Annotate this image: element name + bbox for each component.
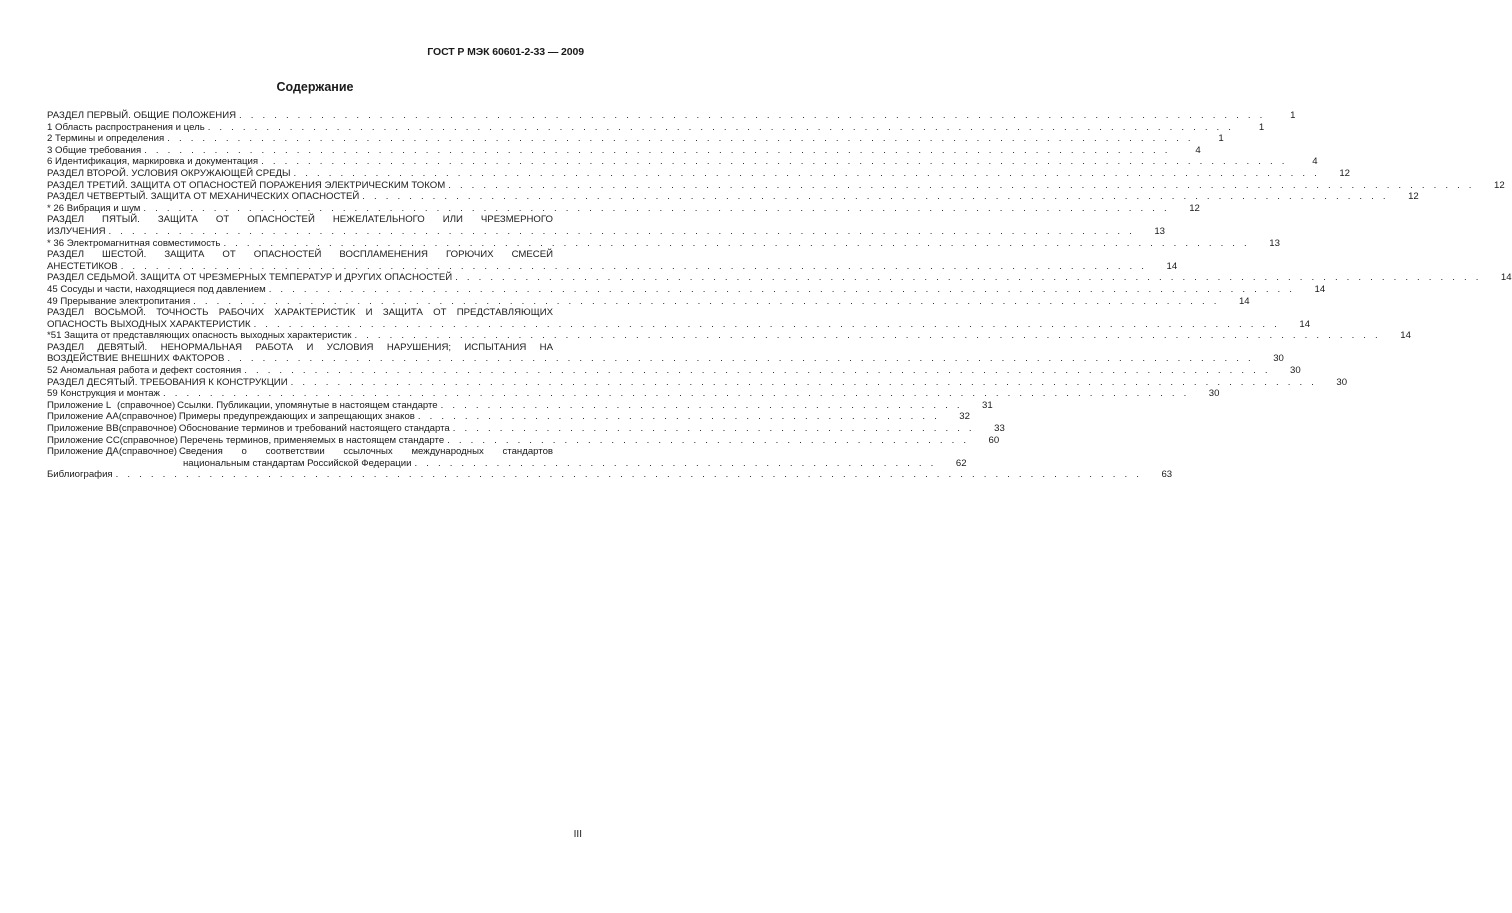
annex-label: Перечень терминов, применяемых в настоящем стандарте xyxy=(179,434,445,446)
toc-entry-label: *51 Защита от представляющих опасность выходных характеристик xyxy=(47,330,352,342)
toc-entry-page: 30 xyxy=(1208,388,1220,400)
annex-type: (справочное) xyxy=(118,446,177,458)
toc-entry[interactable] xyxy=(47,283,1326,296)
toc-entry[interactable] xyxy=(47,237,1280,250)
toc-leader-dots: . . . . . . . . . . . . . . . . . . . . . . . . . . . . . . . . . . . . . . . . . . . . . . . . . . . . . . . . . . . . . . . . . . . . . . . . . . . . . . . . . . . . . . . . xyxy=(362,191,1389,203)
toc-entry-page: 31 xyxy=(982,399,993,411)
toc-entry-label: 59 Конструкция и монтаж xyxy=(47,388,160,400)
toc-entry[interactable] xyxy=(47,295,1250,308)
toc-leader-dots: . . . . . . . . . . . . . . . . . . . . . . . . . . . . . . . . . . . . . . . . . . . . . . . . . . . . . . . . . . . . . . . . . . . . . . . . . . . . . . . . . . . . . . . . xyxy=(253,318,1281,330)
toc-entry[interactable] xyxy=(47,179,1505,192)
toc-entry-label: РАЗДЕЛ СЕДЬМОЙ. ЗАЩИТА ОТ ЧРЕЗМЕРНЫХ ТЕМПЕРАТУР И ДРУГИХ ОПАСНОСТЕЙ xyxy=(47,272,453,284)
annex-label: национальным стандартам Российской Федерации xyxy=(183,457,412,469)
toc-entry[interactable] xyxy=(47,307,1311,330)
toc-entry-label: 2 Термины и определения xyxy=(47,133,165,145)
toc-entry[interactable] xyxy=(47,133,1224,145)
toc-entry-page: 12 xyxy=(1408,191,1419,203)
toc-entry[interactable] xyxy=(47,249,1178,272)
toc-entry-page: 33 xyxy=(994,423,1005,435)
toc-leader-dots: . . . . . . . . . . . . . . . . . . . . . . . . . . . . . . . . . . . . . . . . . . . . . . . . . . . . . . . . . . . . . . . . . . . . . . . . . . . . . . . . . . . . . . . . xyxy=(207,121,1235,133)
annex-label: Обоснование терминов и требований настоящего стандарта xyxy=(178,423,450,435)
toc-entry-page: 12 xyxy=(1494,179,1505,191)
annex-type: (справочное) xyxy=(118,411,177,423)
toc-annex-entry[interactable] xyxy=(47,411,970,423)
annex-key: Приложение L xyxy=(47,399,112,411)
annex-key: Приложение AA xyxy=(47,411,119,423)
toc-entry[interactable] xyxy=(47,110,1296,122)
toc-entry[interactable] xyxy=(47,365,1301,377)
toc-entry-label: РАЗДЕЛ ПЕРВЫЙ. ОБЩИЕ ПОЛОЖЕНИЯ xyxy=(47,110,237,121)
toc-leader-dots: . . . . . . . . . . . . . . . . . . . . . . . . . . . . . . . . . . . . . . . . . . . . . . . . . . . . . . . . . . . . . . . . . . . . . . . . . . . . . . . . . . . . . . . . xyxy=(244,365,1271,377)
toc-entry-label: ИЗЛУЧЕНИЯ xyxy=(47,225,106,237)
toc-entry-label: ВОЗДЕЙСТВИЕ ВНЕШНИХ ФАКТОРОВ xyxy=(47,353,225,365)
toc-entry-label: 49 Прерывание электропитания xyxy=(47,295,191,307)
page-title: Содержание xyxy=(276,80,354,94)
toc-entry-label: Библиография xyxy=(47,469,113,481)
toc-entry-page: 14 xyxy=(1166,260,1178,272)
toc-entry-label: 1 Область распространения и цель xyxy=(47,121,205,133)
toc-entry-page: 30 xyxy=(1336,376,1348,388)
toc-entry-page: 1 xyxy=(1258,121,1265,133)
toc-leader-dots: . . . . . . . . . . . . . . . . . . . . . . . . . . . . . . . . . . . . . . . . . . . . . . . . . . . . . . . . . . . . . . . . . . . . . . . . . . . . . . . . . . . . . . . . xyxy=(227,353,1254,365)
toc-entry-label: АНЕСТЕТИКОВ xyxy=(47,260,118,272)
toc-entry-page: 14 xyxy=(1238,295,1250,307)
toc-annex-entry[interactable] xyxy=(47,399,993,412)
toc-entry-page: 63 xyxy=(1161,469,1173,481)
toc-leader-dots: . . . . . . . . . . . . . . . . . . . . . . . . . . . . . . . . . . . . . . . . . . . . . . . . . . . . . . . . . . . . . . . . . . . . . . . . . . . . . . . . . . . . . . . . xyxy=(167,133,1194,145)
toc-entry[interactable] xyxy=(47,144,1201,157)
toc-entry-page: 14 xyxy=(1314,283,1326,295)
toc-leader-dots: . . . . . . . . . . . . . . . . . . . . . . . . . . . . . . . . . . . . . . . . . . . . . . . . . . . . . . . . . . . . . . . . . . . . . . . . . . . . . . . . . . . . . . . . xyxy=(268,283,1296,295)
toc-entry-page: 1 xyxy=(1290,110,1296,121)
toc-leader-dots: . . . . . . . . . . . . . . . . . . . . . . . . . . . . . . . . . . . . . . . . . . . . . . . . . . . . . . . . . . . . . . . . . . . . . . . . . . . . . . . . . . . . . . . . xyxy=(455,272,1482,284)
toc-entry-label: ОПАСНОСТЬ ВЫХОДНЫХ ХАРАКТЕРИСТИК xyxy=(47,318,251,330)
toc-leader-dots: . . . . . . . . . . . . . . . . . . . . . . . . . . . . . . . . . . . . . . . . . . . . . xyxy=(447,434,970,446)
toc-entry-label: 6 Идентификация, маркировка и документация xyxy=(47,156,259,168)
toc-leader-dots: . . . . . . . . . . . . . . . . . . . . . . . . . . . . . . . . . . . . . . . . . . . . . . . . . . . . . . . . . . . . . . . . . . . . . . . . . . . . . . . . . . . . . . . . xyxy=(143,202,1170,214)
toc-entry-page: 1 xyxy=(1218,133,1224,145)
toc-entry[interactable] xyxy=(47,341,1284,365)
toc-entry-label: РАЗДЕЛ ДЕСЯТЫЙ. ТРЕБОВАНИЯ К КОНСТРУКЦИИ xyxy=(47,376,288,388)
toc-entry-label: РАЗДЕЛ ВТОРОЙ. УСЛОВИЯ ОКРУЖАЮЩЕЙ СРЕДЫ xyxy=(47,167,291,179)
annex-type: (справочное) xyxy=(119,434,178,446)
toc-entry-label: РАЗДЕЛ ТРЕТИЙ. ЗАЩИТА ОТ ОПАСНОСТЕЙ ПОРАЖЕНИЯ ЭЛЕКТРИЧЕСКИМ ТОКОМ xyxy=(47,179,446,191)
toc-leader-dots: . . . . . . . . . . . . . . . . . . . . . . . . . . . . . . . . . . . . . . . . . . . . . . . . . . . . . . . . . . . . . . . . . . . . . . . . . . . . . . . . . . . . . . . . xyxy=(239,110,1266,121)
toc-leader-dots: . . . . . . . . . . . . . . . . . . . . . . . . . . . . . . . . . . . . . . . . . . . . . xyxy=(414,457,937,469)
toc-entry-label: 45 Сосуды и части, находящиеся под давлением xyxy=(47,283,266,295)
toc-leader-dots: . . . . . . . . . . . . . . . . . . . . . . . . . . . . . . . . . . . . . . . . . . . . . . . . . . . . . . . . . . . . . . . . . . . . . . . . . . . . . . . . . . . . . . . . xyxy=(354,330,1381,342)
toc-entry[interactable] xyxy=(47,156,1318,168)
toc-entry-label: * 26 Вибрация и шум xyxy=(47,202,141,214)
toc-entry-label: 3 Общие требования xyxy=(47,144,142,156)
toc-entry[interactable] xyxy=(47,202,1200,215)
toc-entry-page: 13 xyxy=(1154,225,1165,237)
document-header: ГОСТ Р МЭК 60601-2-33 — 2009 xyxy=(427,46,584,58)
toc-entry[interactable] xyxy=(47,272,1512,284)
toc-entry-page: 14 xyxy=(1400,330,1411,342)
toc-leader-dots: . . . . . . . . . . . . . . . . . . . . . . . . . . . . . . . . . . . . . . . . . . . . . . . . . . . . . . . . . . . . . . . . . . . . . . . . . . . . . . . . . . . . . . . . xyxy=(223,237,1250,249)
toc-entry-page: 13 xyxy=(1269,237,1280,249)
toc-entry-page: 4 xyxy=(1195,144,1201,156)
toc-entry-page: 4 xyxy=(1312,156,1318,168)
toc-leader-dots: . . . . . . . . . . . . . . . . . . . . . . . . . . . . . . . . . . . . . . . . . . . . . . . . . . . . . . . . . . . . . . . . . . . . . . . . . . . . . . . . . . . . . . . . xyxy=(293,167,1320,179)
toc-entry[interactable] xyxy=(47,214,1165,237)
annex-type: (справочное) xyxy=(118,423,177,435)
annex-type: (справочное) xyxy=(117,399,176,411)
toc-entry-page: 30 xyxy=(1290,365,1301,377)
toc-leader-dots: . . . . . . . . . . . . . . . . . . . . . . . . . . . . . . . . . . . . . . . . . . . . . . . . . . . . . . . . . . . . . . . . . . . . . . . . . . . . . . . . . . . . . . . . xyxy=(290,376,1318,388)
toc-entry[interactable] xyxy=(47,388,1220,400)
toc-entry-label: 52 Аномальная работа и дефект состояния xyxy=(47,365,242,377)
toc-entry-label-line1: РАЗДЕЛ ДЕВЯТЫЙ. НЕНОРМАЛЬНАЯ РАБОТА И УСЛОВИЯ НАРУШЕНИЯ; ИСПЫТАНИЯ НА xyxy=(47,341,553,353)
toc-annex-entry[interactable] xyxy=(47,434,1000,447)
toc-leader-dots: . . . . . . . . . . . . . . . . . . . . . . . . . . . . . . . . . . . . . . . . . . . . . xyxy=(440,399,963,411)
toc-entry-page: 14 xyxy=(1500,272,1512,284)
toc-annex-entry[interactable] xyxy=(47,446,967,469)
annex-label: Ссылки. Публикации, упомянутые в настоящем стандарте xyxy=(177,399,438,411)
annex-key: Приложение BB xyxy=(47,423,119,435)
toc-entry-label: РАЗДЕЛ ЧЕТВЕРТЫЙ. ЗАЩИТА ОТ МЕХАНИЧЕСКИХ ОПАСНОСТЕЙ xyxy=(47,191,360,203)
toc-entry-label-line1: РАЗДЕЛ ВОСЬМОЙ. ТОЧНОСТЬ РАБОЧИХ ХАРАКТЕРИСТИК И ЗАЩИТА ОТ ПРЕДСТАВЛЯЮЩИХ xyxy=(47,307,553,319)
toc-leader-dots: . . . . . . . . . . . . . . . . . . . . . . . . . . . . . . . . . . . . . . . . . . . . . xyxy=(452,423,975,435)
toc-entry-bibliography[interactable] xyxy=(47,469,1173,481)
toc-leader-dots: . . . . . . . . . . . . . . . . . . . . . . . . . . . . . . . . . . . . . . . . . . . . . . . . . . . . . . . . . . . . . . . . . . . . . . . . . . . . . . . . . . . . . . . . xyxy=(115,469,1143,481)
annex-key: Приложение ДА xyxy=(47,446,119,458)
toc-leader-dots: . . . . . . . . . . . . . . . . . . . . . . . . . . . . . . . . . . . . . . . . . . . . . . . . . . . . . . . . . . . . . . . . . . . . . . . . . . . . . . . . . . . . . . . . xyxy=(144,144,1171,156)
toc-entry[interactable] xyxy=(47,191,1419,203)
toc-leader-dots: . . . . . . . . . . . . . . . . . . . . . . . . . . . . . . . . . . . . . . . . . . . . . xyxy=(417,411,940,423)
annex-label-line1: Сведения о соответствии ссылочных международных стандартов xyxy=(178,446,553,458)
page-number: III xyxy=(573,829,582,840)
toc-entry-page: 14 xyxy=(1299,318,1311,330)
toc-leader-dots: . . . . . . . . . . . . . . . . . . . . . . . . . . . . . . . . . . . . . . . . . . . . . . . . . . . . . . . . . . . . . . . . . . . . . . . . . . . . . . . . . . . . . . . . xyxy=(193,295,1220,307)
toc-entry-page: 12 xyxy=(1189,202,1200,214)
toc-entry-page: 60 xyxy=(988,434,1000,446)
toc-entry-label-line1: РАЗДЕЛ ШЕСТОЙ. ЗАЩИТА ОТ ОПАСНОСТЕЙ ВОСПЛАМЕНЕНИЯ ГОРЮЧИХ СМЕСЕЙ xyxy=(47,249,553,261)
annex-key: Приложение CC xyxy=(47,434,120,446)
toc-leader-dots: . . . . . . . . . . . . . . . . . . . . . . . . . . . . . . . . . . . . . . . . . . . . . . . . . . . . . . . . . . . . . . . . . . . . . . . . . . . . . . . . . . . . . . . . xyxy=(261,156,1288,168)
toc-entry[interactable] xyxy=(47,376,1348,389)
toc-leader-dots: . . . . . . . . . . . . . . . . . . . . . . . . . . . . . . . . . . . . . . . . . . . . . . . . . . . . . . . . . . . . . . . . . . . . . . . . . . . . . . . . . . . . . . . . xyxy=(120,260,1148,272)
toc-entry-label-line1: РАЗДЕЛ ПЯТЫЙ. ЗАЩИТА ОТ ОПАСНОСТЕЙ НЕЖЕЛАТЕЛЬНОГО ИЛИ ЧРЕЗМЕРНОГО xyxy=(47,214,553,226)
toc-entry[interactable] xyxy=(47,330,1411,342)
toc-leader-dots: . . . . . . . . . . . . . . . . . . . . . . . . . . . . . . . . . . . . . . . . . . . . . . . . . . . . . . . . . . . . . . . . . . . . . . . . . . . . . . . . . . . . . . . . xyxy=(448,179,1475,191)
toc-annex-entry[interactable] xyxy=(47,423,1005,435)
toc-entry-page: 32 xyxy=(959,411,970,423)
toc-leader-dots: . . . . . . . . . . . . . . . . . . . . . . . . . . . . . . . . . . . . . . . . . . . . . . . . . . . . . . . . . . . . . . . . . . . . . . . . . . . . . . . . . . . . . . . . xyxy=(162,388,1190,400)
toc-entry-page: 30 xyxy=(1273,353,1284,365)
toc-leader-dots: . . . . . . . . . . . . . . . . . . . . . . . . . . . . . . . . . . . . . . . . . . . . . . . . . . . . . . . . . . . . . . . . . . . . . . . . . . . . . . . . . . . . . . . . xyxy=(108,225,1135,237)
annex-label: Примеры предупреждающих и запрещающих знаков xyxy=(178,411,415,423)
toc-entry-page: 62 xyxy=(955,457,967,469)
toc-entry[interactable] xyxy=(47,167,1350,180)
toc-entry-page: 12 xyxy=(1339,167,1350,179)
toc-entry-label: * 36 Электромагнитная совместимость xyxy=(47,237,221,249)
table-of-contents xyxy=(47,110,1512,481)
toc-entry[interactable] xyxy=(47,121,1265,134)
